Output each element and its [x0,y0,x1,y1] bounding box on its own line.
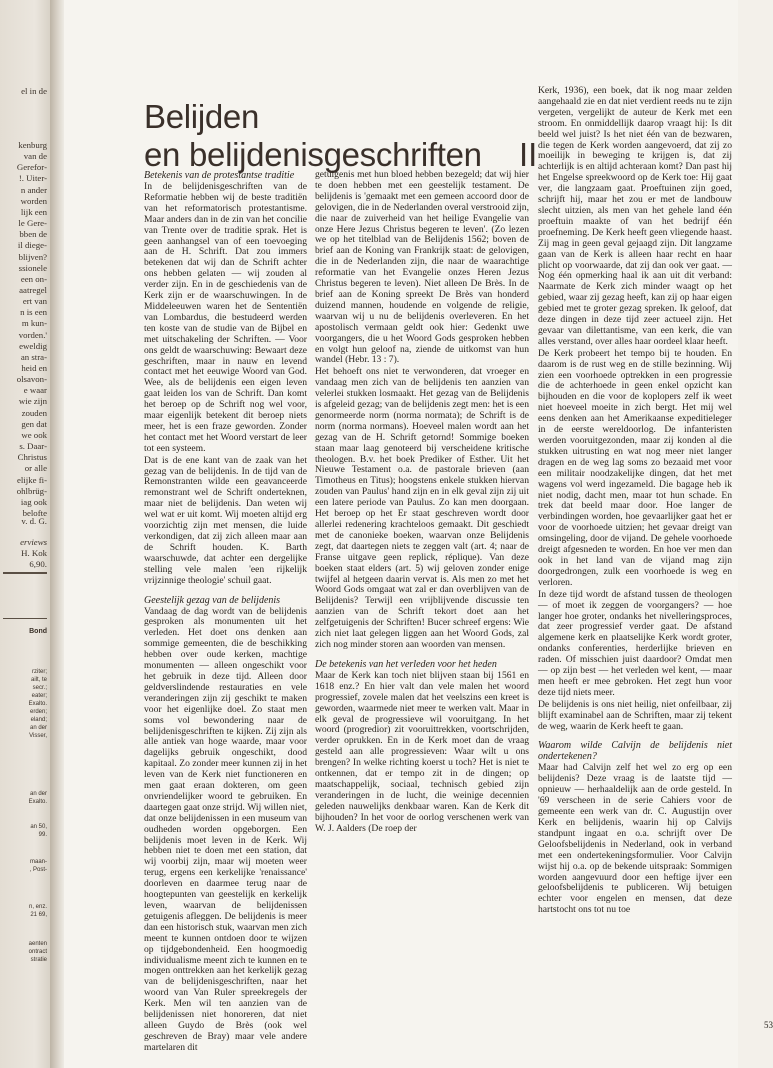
text-column-3 [538,86,732,917]
title-line-2: en belijdenisgeschriften [144,136,482,173]
left-page-text-fragment: m kun- [21,318,47,329]
page-number: 53 [764,1020,773,1030]
article-part-number: II [519,136,538,173]
left-page-small-text: aenten [28,941,47,947]
paragraph: Maar had Calvijn zelf het wel zo erg op een belijdenis? Deze vraag is de laatste tijd — opnieuw — herhaaldelijk aan de orde gesteld. In '69 verscheen in de serie Cahiers voor de gemeente een werk van dr. C. Augustijn over Kerk en belijdenis, waarin hij op Calvijs standpunt ingaat en o.a. schrijft over De Geloofsbelijdenis in Nederland, ook in verband met een ondertekeningsformulier. Voor Calvijn wijst hij o.a. op de bekende uitspraak: Sommigen worden aangevuurd door een heftige ijver een geloofsbelijdenis te publiceren. Wij betuigen echter voor engelen en mensen, dat deze hartstocht ons tot nu toe [538,762,732,916]
left-page-text-fragment: H. Kok [21,548,47,558]
left-page-small-text: ontract [28,949,47,955]
left-page-small-text: an 50, [30,824,47,830]
left-page-small-text: secr.; [32,685,47,691]
left-page-text-fragment: kenburg [18,140,47,150]
left-page-text-fragment: blijven? [18,251,47,262]
left-page-text-fragment: wie zijn [18,396,47,407]
left-page-text-fragment: ssionele [18,262,47,273]
left-page-small-text: maan- [29,859,47,865]
section-heading: Betekenis van de protestantse traditie [144,170,295,181]
left-page-small-text: eater; [31,693,47,699]
left-page-text-fragment: !. Uiter- [18,173,47,184]
paragraph: Kerk, 1936), een boek, dat ik nog maar zelden aangehaald zie en dat niet verdient reeds nu te zijn vergeten, vergelijkt de auteur de Kerk met een stroom. En onmiddellijk daarop vraagt hij: Is dit beeld wel juist? Is het niet één van de bezwaren, die tegen de Kerk worden aangevoerd, dat zij zo moeilijk in beweging te krijgen is, dat zij achterlijk is en altijd achteraan komt? Dan past hij het Engelse spreekwoord op de Kerk toe: Hij gaat ver, die langzaam gaat. Proeftuinen zijn goed, schrijft hij, maar het zou er met de landbouw slecht uitzien, als men van het gehele land één proeftuin maakte of van het bedrijf één proefneming. De Kerk heeft geen vliegende haast. Zij mag in geen geval gejaagd zijn. Dit langzame gaan van de Kerk is alleen haar recht en haar plicht op voorwaarde, dat zij dan ook ver gaat. — Nog één opmerking haal ik aan uit dit verband: Naarmate de Kerk zich minder waagt op het gebied, waar zij gezag heeft, kan zij op haar eigen gebied met te groter gezag spreken. Ik geloof, dat deze dingen in deze tijd zeer actueel zijn. Het gevaar van dilettantisme, van een kerk, die van alles verstand, over alles haar oordeel klaar heeft. [538,85,732,347]
left-page-text-fragment: el in de [21,86,47,96]
left-page-text-fragment: n is een [20,307,47,318]
left-page-small-text: an der [29,725,47,731]
left-page-text-fragment: s. Daar- [19,441,47,452]
left-page-text-fragment: een on- [20,273,47,284]
left-page-text-fragment: e waar [23,385,47,396]
left-page-text-fragment: worden [20,195,47,206]
paragraph: getuigenis met hun bloed hebben bezegeld; dat wij hier te doen hebben met een geestelijk testament. De belijdenis is 'gemaakt met een gemeen accoord door de gelovigen, die in de Nederlanden overal verstrooid zijn, die naar de zuiverheid van het heilige Evangelie van onze Here Jezus Christus begeren te leven'. (Zo lezen we op het titelblad van de Belijdenis 1562; boven de brief aan de Koning van Frankrijk staat: de gelovigen, die in de Nederlanden zijn, die naar de waarachtige reformatie van het Evangelie onzes Heren Jezus Christus begeren te leven). Niet alleen De Brès. In de brief aan de Koning spreekt De Brès van honderd duizend mannen, houdende en volgende de religie, waarvan wij u nu de belijdenis overleveren. En het apostolisch vermaan geldt ook hier: Gedenkt uwe voorgangers, die u het Woord Gods gesproken hebben en volgt hun geloof na, ziende de uitkomst van hun wandel (Hebr. 13 : 7). [315,169,529,366]
paragraph: Maar de Kerk kan toch niet blijven staan bij 1561 en 1618 enz.? En hier valt dan vele malen het woord progressief, zovele malen dat het veelszins een kreet is geworden, waarmede niet meer te werken valt. Maar in elk geval de progressieve wil vooruitgang. In het woord (progredior) zit vooruittrekken, voortschrijden, verder oprukken. En in de Kerk moet dan de vraag gesteld aan alle progressieven: Waar wilt u ons brengen? In welke richting koerst u toch? Het is niet te ontkennen, dat er tempo zit in de dingen; op maatschappelijk, sociaal, technisch gebied zijn veranderingen in de lucht, die weinige decennien geleden nauwelijks denkbaar waren. Kan de Kerk dit bijhouden? In het voor de oorlog verschenen werk van W. J. Aalders (De roep der [315,669,529,834]
section-heading: Waarom wilde Calvijn de belijdenis niet ondertekenen? [538,740,732,763]
left-page-text-fragment: il diege- [17,240,47,251]
left-page-text-fragment: lijk een [20,206,47,217]
left-page-small-text: n, enz. [28,904,47,910]
left-page-rule [3,618,47,619]
left-page-small-text: eland; [30,717,47,723]
left-page-small-text: erden; [29,709,47,715]
left-page-text-fragment: zouden [21,407,47,418]
left-page-text-fragment: iag ook [20,496,47,507]
magazine-page [64,0,773,1068]
left-page-text-fragment: v. d. G. [21,516,47,526]
title-line-1: Belijden [144,98,260,135]
left-page-text-fragment: ohlbrüg- [16,485,47,496]
left-page-small-text: Exalto. [28,701,47,707]
paragraph: De belijdenis is ons niet heilig, niet onfeilbaar, zij blijft examinabel aan de Schriften, maar zij tekent de weg, waarin de Kerk heeft te gaan. [538,698,732,732]
left-page-text-fragment: we ook [21,429,47,440]
left-page-text-fragment: vorden.' [18,329,47,340]
text-column-2 [315,170,529,835]
left-page-text-fragment: bben de [19,229,47,240]
left-page-small-text: Bond [29,628,47,635]
section-heading: De betekenis van het verleden voor het heden [315,658,497,670]
paragraph: Vandaag de dag wordt van de belijdenis gesproken als monumenten uit het verleden. Het doet ons denken aan sommige gemeenten, die de beschikking hebben over oude kerken, machtige monumenten — alleen ongeschikt voor het gebruik in deze tijd. Alleen door geldverslindende restauraties en vele veranderingen zijn zij geschikt te maken voor het eigenlijke doel. Zo staat men soms vol bewondering naar de belijdenisgeschriften te kijken. Zij zijn als alle antiek van hoge waarde, maar voor dagelijks gebruik ongeschikt, dood kapitaal. Zo zonder meer kunnen zij in het leven van de Kerk niet functioneren en men gaat eraan dokteren, om geen onvriendelijker woord te gebruiken. En daartegen gaat onze strijd. Wij willen niet, dat onze belijdenissen in een museum van oudheden worden opgeborgen. Een belijdenis moet leven in de Kerk. Wij hebben niet te doen met een station, dat wij voorbij zijn, maar wij moeten weer terug, ergens een kerkelijke 'renaissance' doorleven en daarmee terug naar de hoogtepunten van geestelijk en kerkelijk leven, waarvan de belijdenissen getuigenis afleggen. De belijdenis is meer dan een historisch stuk, waarvan men zich meent te kunnen ontdoen door te wijzen op tijdgebondenheid. Een hoogmoedig individualisme meent zich te kunnen en te mogen onttrekken aan het kerkelijk gezag van de belijdenisgeschriften, naar het woord van Van Ruler spreekregels der Kerk. Men wil ten aanzien van de belijdenissen niet honoreren, dat niet alleen Guydo de Brès (ook wel geschreven de Bray) maar vele andere martelaren dit [144,605,307,1053]
left-page-small-text: an der [29,791,47,797]
page-gutter [50,0,64,1068]
left-page-small-text: rziter; [32,669,47,675]
left-page-small-text: Exalto. [28,799,47,805]
previous-page-edge [0,0,50,1068]
left-page-text-fragment: elijke fi- [16,474,47,485]
text-column-1 [144,170,307,1055]
left-page-small-text: , Post- [29,867,47,873]
left-page-text-fragment: gen dat [21,418,47,429]
paragraph: In de belijdenisgeschriften van de Reformatie hebben wij de beste traditiën van het reformatorisch protestantisme. Maar anders dan in de zin van het concilie van Trente over de traditie sprak. Het is geen aanhangsel van of een toevoeging aan de H. Schrift. Dat zou immers betekenen dat wij dan de Schrift achter ons hebben gelaten — wij zouden al verder zijn. En in de geschiedenis van de Kerk zijn er de waarschuwingen. In de Middeleeuwen waren het de Sententiën van Lombardus, die bestudeerd werden ten koste van de studie van de Bijbel en met uitschakeling der Schriften. — Voor ons geldt de waarschuwing: Bewaart deze geschriften, maar in nauw en levend contact met het eeuwige Woord van God. Wee, als de belijdenis een eigen leven gaat leiden los van de Schrift. Dan komt het beroep op de Schrift nog wel voor, maar eigenlijk betekent dit beroep niets meer, het is een fraze geworden. Zonder het contact met het Woord verstart de leer tot een systeem. [144,181,307,454]
article-title [144,98,524,174]
left-page-text-fragment: eweldig [19,340,47,351]
left-page-text-fragment: aatregel [19,284,47,295]
left-page-text-fragment: Christus [17,452,47,463]
left-page-small-text: stratie [30,957,47,963]
left-page-text-fragment: an stra- [20,351,47,362]
left-page-small-text: Visser, [29,733,47,739]
left-page-text-fragment: n ander [20,184,47,195]
paragraph: Het behoeft ons niet te verwonderen, dat vroeger en vandaag men zich van de belijdenis ten aanzien van velerlei stukken losmaakt. Het gezag van de Belijdenis is afgeleid gezag; van de belijdenis zegt men: het is een genormeerde norm (norma normata); de Schrift is de norm (norma normans). Hoeveel malen wordt aan het gezag van de H. Schrift getornd! Sommige boeken staan maar laag genoteerd bij verscheidene kritische theologen. B.v. het boek Prediker of Esther. Uit het Nieuwe Testament o.a. de pastorale brieven (aan Timotheus en Titus); hoogstens enkele stukken hiervan zouden van Paulus' hand zijn en in elk geval zijn zij uit een latere periode van Paulus. Zo kan men doorgaan. Het beroep op het Er staat geschreven wordt door allerlei redenering krachteloos gemaakt. Dit geschiedt met de canonieke boeken, waarvan onze Belijdenis zegt, dat daartegen niets te zeggen valt (art. 4; naar de Franse uitgave geen replick, réplique). Van deze boeken staat elders (art. 5) wij geloven zonder enige twijfel al hetgeen daarin vervat is. Als men zo met het Woord Gods omgaat wat zal er dan overblijven van de Belijdenis? Terwijl een vrijblijvende discussie ten aanzien van de Schrift tekort doet aan het zelfgetuigenis der Schriften! Bucer schreef ergens: Wie zich niet laat gelegen liggen aan het Woord Gods, zal zich nog minder storen aan woorden van mensen. [315,366,529,650]
paragraph: In deze tijd wordt de afstand tussen de theologen — of moet ik zeggen de voorgangers? — hoe langer hoe groter, ondanks het nivelleringsproces, dat zeer progressief verder gaat. De afstand algemene kerk en plaatselijke Kerk wordt groter, ondanks conferenties, herderlijke brieven en raden. Of misschien juist daardoor? Omdat men — op zijn best — het verleden wel kent, — maar men heeft er mee gebroken. Het zegt hun voor deze tijd niets meer. [538,588,732,698]
left-page-text-fragment: le Gere- [18,218,47,229]
left-page-text-fragment: olsavon- [16,374,47,385]
paragraph: De Kerk probeert het tempo bij te houden. En daarom is de rust weg en de stille bezinning. Wij zien een voorhoede optrekken in een progressie die de achterhoede in geen enkel opzicht kan bijhouden en die voor de koplopers zelf ik weet niet hoeveel moeite in zich bergt. Het mij wel eens denken aan het Amerikaanse expeditieleger in de eerste wereldoorlog. De infanteristen werden vooruitgezonden, maar zij konden al die stukken uitrusting en wat nog meer niet langer dragen en de weg lag soms zo bezaaid met voor een militair noodzakelijke dingen, dat het met wagens vol werd ingezameld. Die bagage heb ik niet nodig, dacht men, maar tot hun schade. En trek dat beeld maar door. Hoe langer de verbindingen worden, hoe gevaarlijker gaat het er voor de voorhoede uitzien; het gevaar dreigt van omsingeling, door de vijand. De gehele voorhoede dreigt afgesneden te worden. En hoe ver men dan ook in het land van de vijand mag zijn doorgedrongen, zulk een voorhoede is weg en verloren. [538,347,732,588]
left-page-text-fragment: erviews [20,537,47,547]
left-page-text-fragment: belofte [22,507,47,518]
section-heading: Geestelijk gezag van de belijdenis [144,594,281,606]
left-page-text-fragment: ert van [22,296,47,307]
paragraph: Dat is de ene kant van de zaak van het gezag van de belijdenis. In de tijd van de Remonstranten wilde een geavanceerde remonstrant wel de Schrift onderteknen, maar niet de belijdenis. Dan weten wij wel wat er uit komt. Wij moeten altijd erg voorzichtig zijn met mensen, die luide verkondigen, dat zij zich alleen maar aan de Schrift houden. K. Barth waarschuwde, dat achter een dergelijke stelling vele malen 'een rijkelijk vrijzinnige theologie' schuil gaat. [144,454,307,586]
left-page-text-fragment: Gerefor- [16,162,47,173]
left-page-text-fragment: heid en [21,363,47,373]
left-page-small-text: ailt, te [30,677,47,683]
left-page-text-fragment: 6,90. [29,559,47,569]
left-page-small-text: 99. [38,832,47,838]
left-page-text-fragment: van de [23,151,47,162]
left-page-text-fragment: or alle [24,463,47,474]
left-page-rule [3,572,47,574]
left-page-small-text: 21 69, [30,912,47,918]
